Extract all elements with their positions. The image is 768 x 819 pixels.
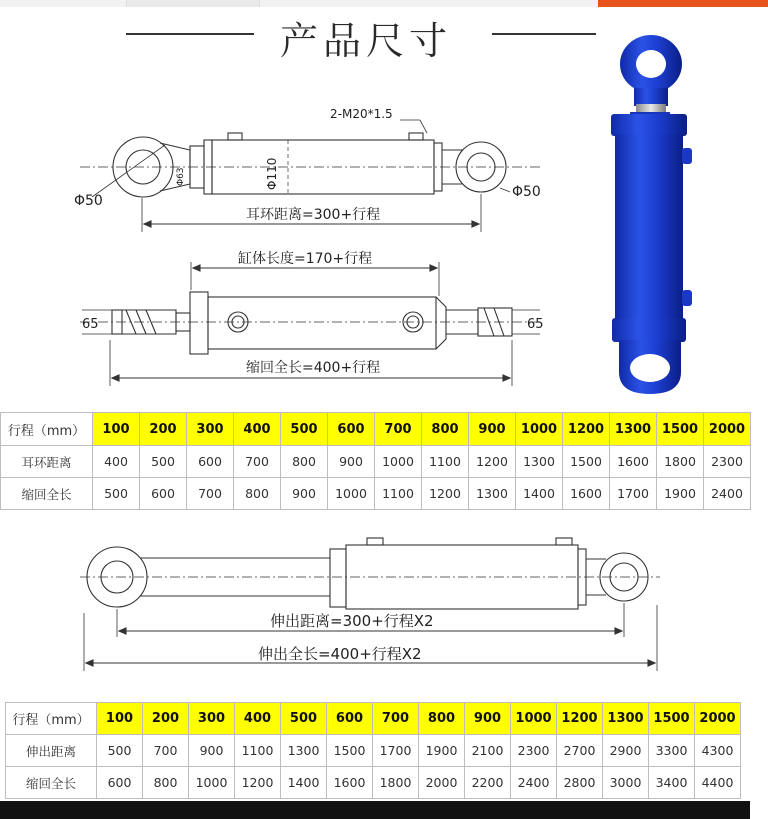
table-cell: 1600 [327, 767, 373, 799]
table-header-cell: 行程（mm） [6, 703, 97, 735]
table-header-cell: 200 [143, 703, 189, 735]
table-header-cell: 900 [465, 703, 511, 735]
table-header-cell: 1300 [610, 413, 657, 446]
table-cell: 600 [187, 446, 234, 478]
table-cell: 4400 [695, 767, 741, 799]
table-cell: 缩回全长 [1, 478, 93, 510]
extend-length-label: 伸出全长=400+行程X2 [258, 645, 422, 663]
table-header-cell: 800 [419, 703, 465, 735]
table-cell: 800 [281, 446, 328, 478]
table-cell: 1500 [327, 735, 373, 767]
table-cell: 700 [187, 478, 234, 510]
eye-right-label: Φ50 [512, 184, 541, 200]
table-cell: 2100 [465, 735, 511, 767]
table-cell: 1400 [281, 767, 327, 799]
table-header-cell: 600 [327, 703, 373, 735]
table-header-cell: 500 [281, 703, 327, 735]
table-cell: 1100 [375, 478, 422, 510]
eye-distance-label: 耳环距离=300+行程 [246, 207, 381, 223]
table-cell: 耳环距离 [1, 446, 93, 478]
cylinder-length-label: 缸体长度=170+行程 [238, 251, 373, 267]
bore-dia-label: Φ110 [265, 157, 279, 190]
table-cell: 2300 [511, 735, 557, 767]
table-header-cell: 100 [93, 413, 140, 446]
table-cell: 缩回全长 [6, 767, 97, 799]
bottom-strip [0, 801, 750, 819]
table-cell: 1300 [281, 735, 327, 767]
table-cell: 500 [97, 735, 143, 767]
table-header-cell: 行程（mm） [1, 413, 93, 446]
table-header-cell: 1200 [557, 703, 603, 735]
table-cell: 2900 [603, 735, 649, 767]
table-cell: 600 [97, 767, 143, 799]
eye-left-label: Φ50 [74, 193, 103, 209]
table-row [6, 767, 741, 799]
table-header-cell: 2000 [695, 703, 741, 735]
retracted-length-label: 缩回全长=400+行程 [246, 360, 381, 376]
table-row [6, 735, 741, 767]
table-cell: 3300 [649, 735, 695, 767]
table-cell: 1900 [657, 478, 704, 510]
table-cell: 1900 [419, 735, 465, 767]
table-cell: 1200 [469, 446, 516, 478]
left-dim-label: 65 [82, 317, 99, 332]
table-cell: 3000 [603, 767, 649, 799]
table-header-cell: 700 [373, 703, 419, 735]
table-cell: 1000 [189, 767, 235, 799]
table-header-cell: 2000 [704, 413, 751, 446]
table-cell: 900 [328, 446, 375, 478]
table-cell: 1100 [235, 735, 281, 767]
table-cell: 2200 [465, 767, 511, 799]
table-header-cell: 1300 [603, 703, 649, 735]
table-cell: 400 [93, 446, 140, 478]
table-header-cell: 800 [422, 413, 469, 446]
table-header-cell: 1500 [657, 413, 704, 446]
table-cell: 伸出距离 [6, 735, 97, 767]
table-cell: 1500 [563, 446, 610, 478]
top-drawings [0, 0, 768, 400]
table-cell: 600 [140, 478, 187, 510]
table-header-cell: 1000 [516, 413, 563, 446]
table-cell: 3400 [649, 767, 695, 799]
table-cell: 2400 [704, 478, 751, 510]
page-title: 产品尺寸 [280, 19, 453, 63]
table-cell: 1300 [516, 446, 563, 478]
table-header-cell: 300 [187, 413, 234, 446]
table-cell: 2300 [704, 446, 751, 478]
table-cell: 500 [93, 478, 140, 510]
table-cell: 1700 [610, 478, 657, 510]
table-header-cell: 1200 [563, 413, 610, 446]
table-cell: 4300 [695, 735, 741, 767]
table-cell: 1000 [375, 446, 422, 478]
table-header-row [6, 703, 741, 735]
table-cell: 800 [234, 478, 281, 510]
table-cell: 800 [143, 767, 189, 799]
table-cell: 500 [140, 446, 187, 478]
rod-dia-label: Φ63 [176, 167, 186, 186]
table-header-cell: 400 [235, 703, 281, 735]
table-cell: 1200 [422, 478, 469, 510]
table-cell: 2700 [557, 735, 603, 767]
table-header-cell: 200 [140, 413, 187, 446]
table-cell: 2800 [557, 767, 603, 799]
thread-label: 2-M20*1.5 [330, 107, 393, 121]
table-cell: 900 [281, 478, 328, 510]
table-header-cell: 600 [328, 413, 375, 446]
table-cell: 700 [234, 446, 281, 478]
table-cell: 1800 [657, 446, 704, 478]
table-row [1, 446, 751, 478]
table-header-cell: 900 [469, 413, 516, 446]
table-header-cell: 500 [281, 413, 328, 446]
table-cell: 700 [143, 735, 189, 767]
table-cell: 1600 [563, 478, 610, 510]
table-header-cell: 700 [375, 413, 422, 446]
table-header-cell: 300 [189, 703, 235, 735]
table-cell: 1200 [235, 767, 281, 799]
stroke-table-retracted [0, 412, 751, 510]
drawing-extended [0, 525, 768, 685]
table-row [1, 478, 751, 510]
extend-distance-label: 伸出距离=300+行程X2 [270, 612, 434, 630]
stroke-table-extended [5, 702, 741, 799]
table-cell: 900 [189, 735, 235, 767]
table-cell: 1300 [469, 478, 516, 510]
table-cell: 1400 [516, 478, 563, 510]
table-cell: 1800 [373, 767, 419, 799]
table-cell: 1600 [610, 446, 657, 478]
table-cell: 1100 [422, 446, 469, 478]
table-header-cell: 400 [234, 413, 281, 446]
table-cell: 2000 [419, 767, 465, 799]
cylinder-product-image [611, 35, 692, 394]
table-header-cell: 1000 [511, 703, 557, 735]
table-cell: 1000 [328, 478, 375, 510]
table-header-cell: 100 [97, 703, 143, 735]
table-header-row [1, 413, 751, 446]
table-cell: 1700 [373, 735, 419, 767]
right-dim-label: 65 [527, 317, 544, 332]
table-header-cell: 1500 [649, 703, 695, 735]
table-cell: 2400 [511, 767, 557, 799]
